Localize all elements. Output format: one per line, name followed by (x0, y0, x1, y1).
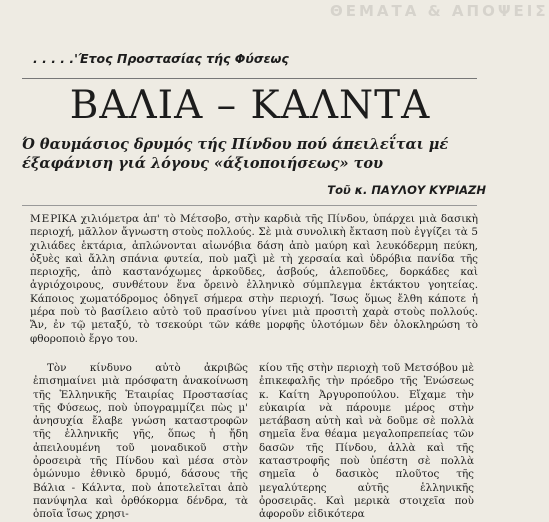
body-column-left (33, 362, 248, 522)
lead-initial: ΜΕ (30, 213, 51, 225)
article-title: ΒΑΛΙΑ – ΚΑΛΝΤΑ (69, 83, 431, 128)
right-column-text: κίου τῆς στὴν περιοχὴ τοῦ Μετσόβου μὲ ἐπικεφαλῆς τὴν πρόεδρο τῆς Ἑνώσεως κ. Καίτη Ἀργυροπούλου. Εἴχαμε τὴν εὐκαιρία νὰ πάρουμε μέρος στὴν μετάβαση αὐτὴ καὶ νὰ δοῦμε σὲ πολλὰ σημεῖα ἕνα θέαμα μεγαλοπρεπείας τῶν δασῶν τῆς Πίνδου, ἀλλὰ καὶ τῆς καταστροφῆς ποὺ ὑπέστη σὲ πολλὰ σημεῖα ὁ δασικὸς πλοῦτος τῆς μεγαλύτερης αὐτῆς ἑλληνικῆς ὀροσειρᾶς. Καὶ μερικὰ στοιχεῖα ποὺ ἀφοροῦν εἰδικότερα (259, 362, 474, 521)
lead-text: ΡΙΚΑ χιλιόμετρα ἀπ' τὸ Μέτσοβο, στὴν καρδιὰ τῆς Πίνδου, ὑπάρχει μιὰ δασικὴ περιοχή, μᾶλλον ἄγνωστη στοὺς πολλούς. Σὲ μιὰ συνολικὴ ἔκταση ποὺ ἐγγίζει τὰ 5 χιλιάδες ἑκτάρια, ἁπλώνονται αἰωνόβια δάση ἀπὸ μαύρη καὶ λευκόδερμη πεύκη, ὀξυὲς καὶ ἄλλη σπάνια φυτεία, ποὺ μαζὶ μὲ τὴ χερσαία καὶ ὑδρόβια πανίδα τῆς περιοχῆς, ἀπὸ καστανόχωμες ἀρκοῦδες, ἀσβούς, ἀλεποῦδες, δορκάδες καὶ ἀγριόχοιρους, συνθέτουν ἕνα ὄρεινὸ ἑλληνικὸ σύμπλεγμα ἐκτάκτου γοητείας. Κάποιος χωματόδρομος ὁδηγεῖ σήμερα στὴν περιοχή. Ἴσως ὅμως ἔλθη κάποτε ἡ μέρα ποὺ τὸ βασίλειο αὐτὸ τοῦ πρασίνου γίνει μιὰ προσιτὴ χαρὰ στοὺς πολλούς. Ἄν, ἐν τῷ μεταξύ, τὸ τσεκούρι τῶν κάθε μορφῆς ὑλοτόμων δὲν ὁλοκληρώση τὸ φθοροποιὸ ἔργο του. (30, 213, 478, 345)
lead-paragraph (30, 213, 478, 346)
series-label: . . . . .'Έτος Προστασίας τής Φύσεως (33, 51, 289, 66)
faded-header-bleedthrough: ΘΕΜΑΤΑ & ΑΠΟΨΕΙΣ (330, 2, 549, 20)
author-byline: Τοῦ κ. ΠΑΥΛΟΥ ΚΥΡΙΑΖΗ (327, 183, 486, 197)
top-rule (22, 78, 477, 79)
body-column-right (259, 362, 474, 522)
left-column-text: Τὸν κίνδυνο αὐτὸ ἀκριβῶς ἐπισημαίνει μιὰ πρόσφατη ἀνακοίνωση τῆς Ἑλληνικῆς Ἑταιρίας Προστασίας τῆς Φύσεως, ποὺ ὑπογραμμίζει πὼς μ' ἀνησυχία ἔλαβε γνώση καταστροφῶν τῆς ἑλληνικῆς γῆς, ὅπως ἡ ἤδη ἀπειλουμένη τοῦ μοναδικοῦ στὴν ὀροσειρὰ τῆς Πίνδου καὶ μέσα στὸν ὁμώνυμο ἐθνικὸ δρυμό, δάσους τῆς Βάλια - Κάλντα, ποὺ ἀποτελεῖται ἀπὸ πανύψηλα καὶ ὀρθόκορμα δένδρα, τὰ ὁποῖα ἴσως χρησι- (33, 362, 248, 521)
article-subtitle: Ό θαυμάσιος δρυμός τής Πίνδου πού άπειλεΐται μέ έξαφάνιση γιά λόγους «άξιοποιήσεως» του (22, 136, 449, 172)
divider-rule (22, 205, 477, 206)
